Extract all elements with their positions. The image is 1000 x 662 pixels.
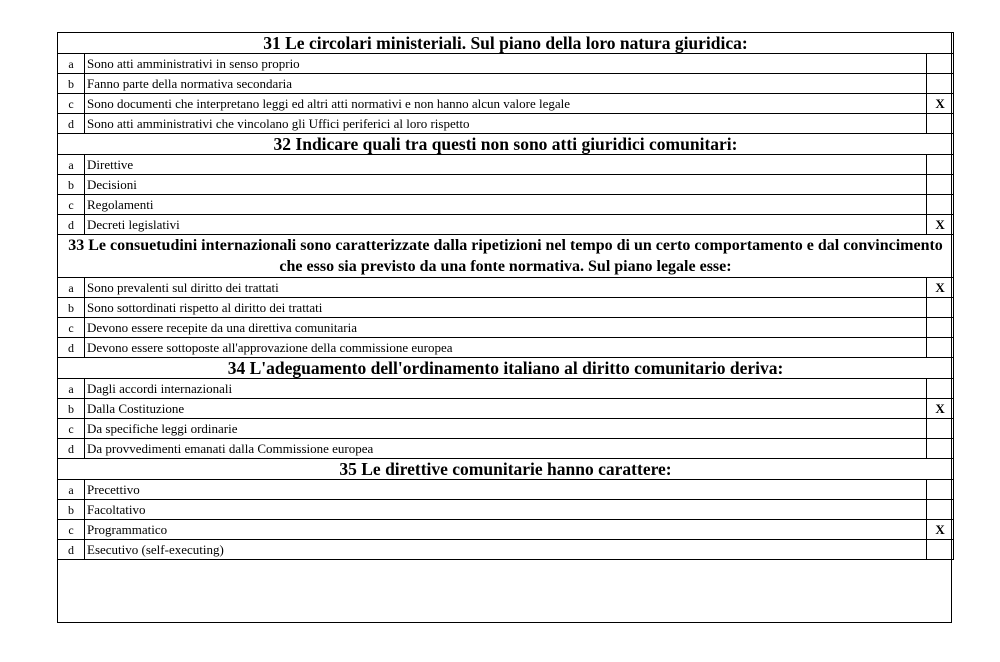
option-letter: b [58, 500, 85, 520]
answer-mark [927, 540, 954, 560]
option-row [58, 54, 954, 74]
option-row [58, 318, 954, 338]
question-title: 35 Le direttive comunitarie hanno carattere: [58, 459, 954, 480]
answer-mark: X [927, 94, 954, 114]
answer-mark [927, 439, 954, 459]
option-text: Sono atti amministrativi in senso proprio [85, 54, 927, 74]
answer-mark [927, 338, 954, 358]
answer-mark [927, 54, 954, 74]
option-row [58, 94, 954, 114]
question-title: 34 L'adeguamento dell'ordinamento italiano al diritto comunitario deriva: [58, 358, 954, 379]
answer-mark [927, 500, 954, 520]
answer-mark: X [927, 399, 954, 419]
answer-mark: X [927, 215, 954, 235]
option-row [58, 500, 954, 520]
answer-mark: X [927, 520, 954, 540]
option-letter: c [58, 520, 85, 540]
answer-mark [927, 175, 954, 195]
option-row [58, 175, 954, 195]
option-letter: c [58, 94, 85, 114]
answer-mark [927, 480, 954, 500]
option-text: Programmatico [85, 520, 927, 540]
answer-mark [927, 379, 954, 399]
option-row [58, 278, 954, 298]
option-letter: b [58, 74, 85, 94]
answer-mark [927, 298, 954, 318]
answer-mark [927, 155, 954, 175]
option-letter: c [58, 419, 85, 439]
option-letter: d [58, 338, 85, 358]
option-letter: a [58, 480, 85, 500]
option-letter: a [58, 379, 85, 399]
question-title: 31 Le circolari ministeriali. Sul piano della loro natura giuridica: [58, 33, 954, 54]
option-text: Decisioni [85, 175, 927, 195]
answer-mark [927, 74, 954, 94]
option-text: Sono prevalenti sul diritto dei trattati [85, 278, 927, 298]
option-letter: b [58, 298, 85, 318]
option-row [58, 155, 954, 175]
option-row [58, 399, 954, 419]
option-text: Da specifiche leggi ordinarie [85, 419, 927, 439]
option-text: Da provvedimenti emanati dalla Commissione europea [85, 439, 927, 459]
option-text: Devono essere recepite da una direttiva comunitaria [85, 318, 927, 338]
option-row [58, 379, 954, 399]
question-row [58, 358, 954, 379]
option-letter: d [58, 439, 85, 459]
option-letter: c [58, 318, 85, 338]
question-title: 32 Indicare quali tra questi non sono atti giuridici comunitari: [58, 134, 954, 155]
question-row [58, 459, 954, 480]
question-title: 33 Le consuetudini internazionali sono caratterizzate dalla ripetizioni nel tempo di un certo comportamento e dal convincimento che esso sia previsto da una fonte normativa. Sul piano legale esse: [58, 235, 954, 278]
option-text: Esecutivo (self-executing) [85, 540, 927, 560]
question-row [58, 235, 954, 278]
quiz-table [57, 32, 954, 560]
option-text: Regolamenti [85, 195, 927, 215]
option-letter: a [58, 54, 85, 74]
option-row [58, 74, 954, 94]
option-row [58, 215, 954, 235]
option-text: Dagli accordi internazionali [85, 379, 927, 399]
option-text: Devono essere sottoposte all'approvazione della commissione europea [85, 338, 927, 358]
answer-mark [927, 419, 954, 439]
quiz-sheet [57, 32, 952, 623]
question-row [58, 134, 954, 155]
option-text: Direttive [85, 155, 927, 175]
option-text: Facoltativo [85, 500, 927, 520]
option-text: Sono atti amministrativi che vincolano gli Uffici periferici al loro rispetto [85, 114, 927, 134]
option-letter: a [58, 278, 85, 298]
option-row [58, 195, 954, 215]
option-row [58, 439, 954, 459]
option-row [58, 114, 954, 134]
option-row [58, 540, 954, 560]
option-text: Fanno parte della normativa secondaria [85, 74, 927, 94]
option-text: Sono sottordinati rispetto al diritto dei trattati [85, 298, 927, 318]
answer-mark [927, 318, 954, 338]
option-letter: b [58, 399, 85, 419]
option-letter: c [58, 195, 85, 215]
option-letter: d [58, 215, 85, 235]
option-letter: d [58, 540, 85, 560]
option-letter: d [58, 114, 85, 134]
answer-mark [927, 114, 954, 134]
option-row [58, 298, 954, 318]
answer-mark [927, 195, 954, 215]
option-text: Decreti legislativi [85, 215, 927, 235]
option-text: Precettivo [85, 480, 927, 500]
question-row [58, 33, 954, 54]
answer-mark: X [927, 278, 954, 298]
option-text: Sono documenti che interpretano leggi ed altri atti normativi e non hanno alcun valore legale [85, 94, 927, 114]
option-letter: b [58, 175, 85, 195]
option-letter: a [58, 155, 85, 175]
option-row [58, 520, 954, 540]
option-row [58, 419, 954, 439]
option-text: Dalla Costituzione [85, 399, 927, 419]
option-row [58, 338, 954, 358]
option-row [58, 480, 954, 500]
